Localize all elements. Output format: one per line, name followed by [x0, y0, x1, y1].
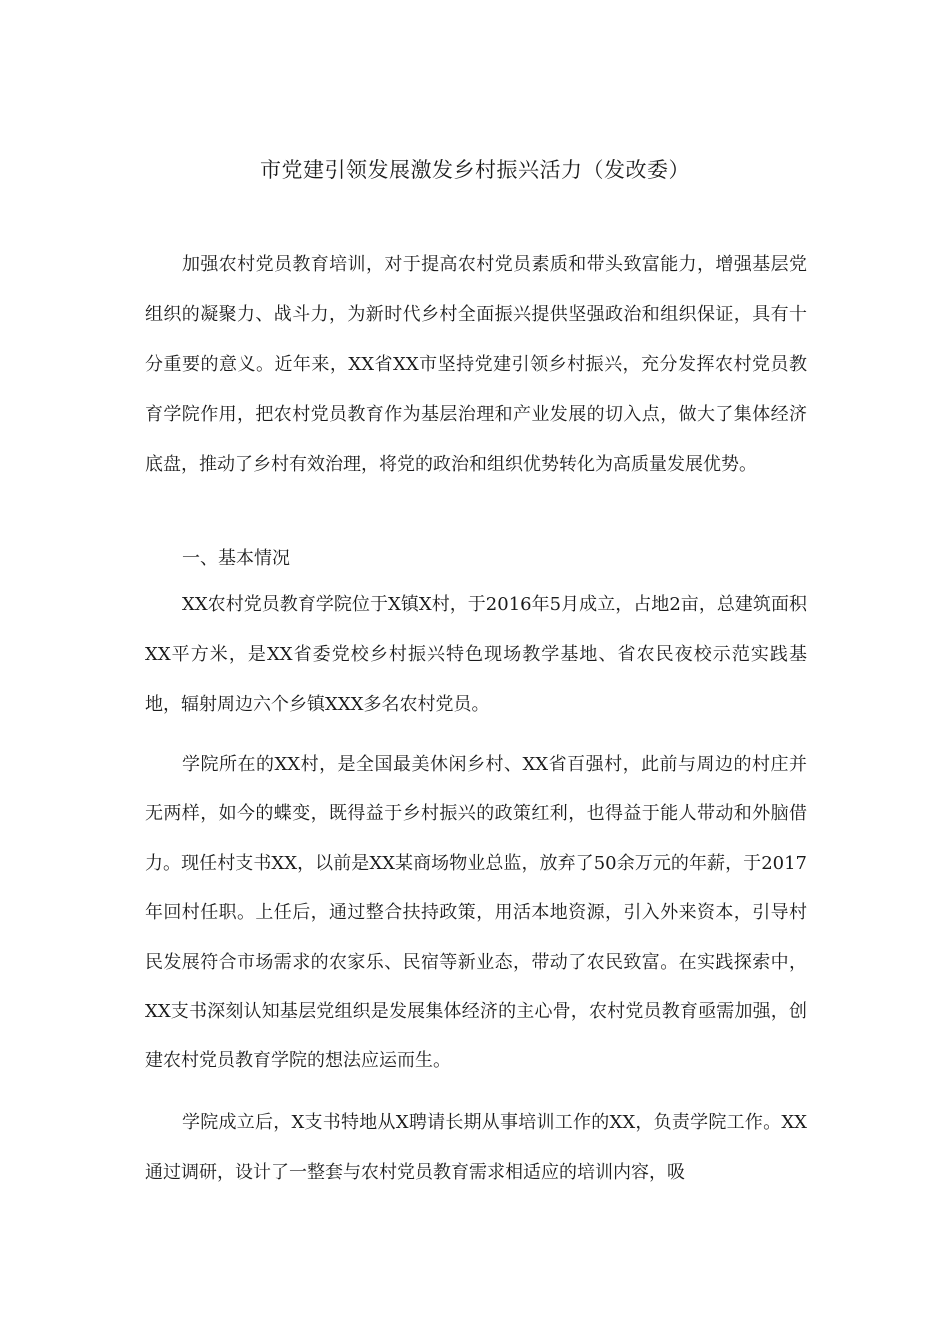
document-title: 市党建引领发展激发乡村振兴活力（发改委）	[260, 158, 690, 182]
paragraph-institute-overview: XX农村党员教育学院位于X镇X村，于2016年5月成立，占地2亩，总建筑面积XX平方米，是XX省委党校乡村振兴特色现场教学基地、省农民夜校示范实践基地，辐射周边六个乡镇XXX多名农村党员。	[145, 594, 807, 715]
section-heading-basic-situation: 一、基本情况	[182, 548, 290, 569]
intro-paragraph: 加强农村党员教育培训，对于提高农村党员素质和带头致富能力，增强基层党组织的凝聚力、战斗力，为新时代乡村全面振兴提供坚强政治和组织保证，具有十分重要的意义。近年来，XX省XX市坚持党建引领乡村振兴，充分发挥农村党员教育学院作用，把农村党员教育作为基层治理和产业发展的切入点，做大了集体经济底盘，推动了乡村有效治理，将党的政治和组织优势转化为高质量发展优势。	[145, 254, 807, 475]
paragraph-institute-founding: 学院成立后，X支书特地从X聘请长期从事培训工作的XX，负责学院工作。XX通过调研，设计了一整套与农村党员教育需求相适应的培训内容，吸	[145, 1112, 807, 1183]
paragraph-village-background: 学院所在的XX村，是全国最美休闲乡村、XX省百强村，此前与周边的村庄并无两样，如今的蝶变，既得益于乡村振兴的政策红利，也得益于能人带动和外脑借力。现任村支书XX，以前是XX某商场物业总监，放弃了50余万元的年薪，于2017年回村任职。上任后，通过整合扶持政策，用活本地资源，引入外来资本，引导村民发展符合市场需求的农家乐、民宿等新业态，带动了农民致富。在实践探索中，XX支书深刻认知基层党组织是发展集体经济的主心骨，农村党员教育亟需加强，创建农村党员教育学院的想法应运而生。	[145, 754, 807, 1072]
